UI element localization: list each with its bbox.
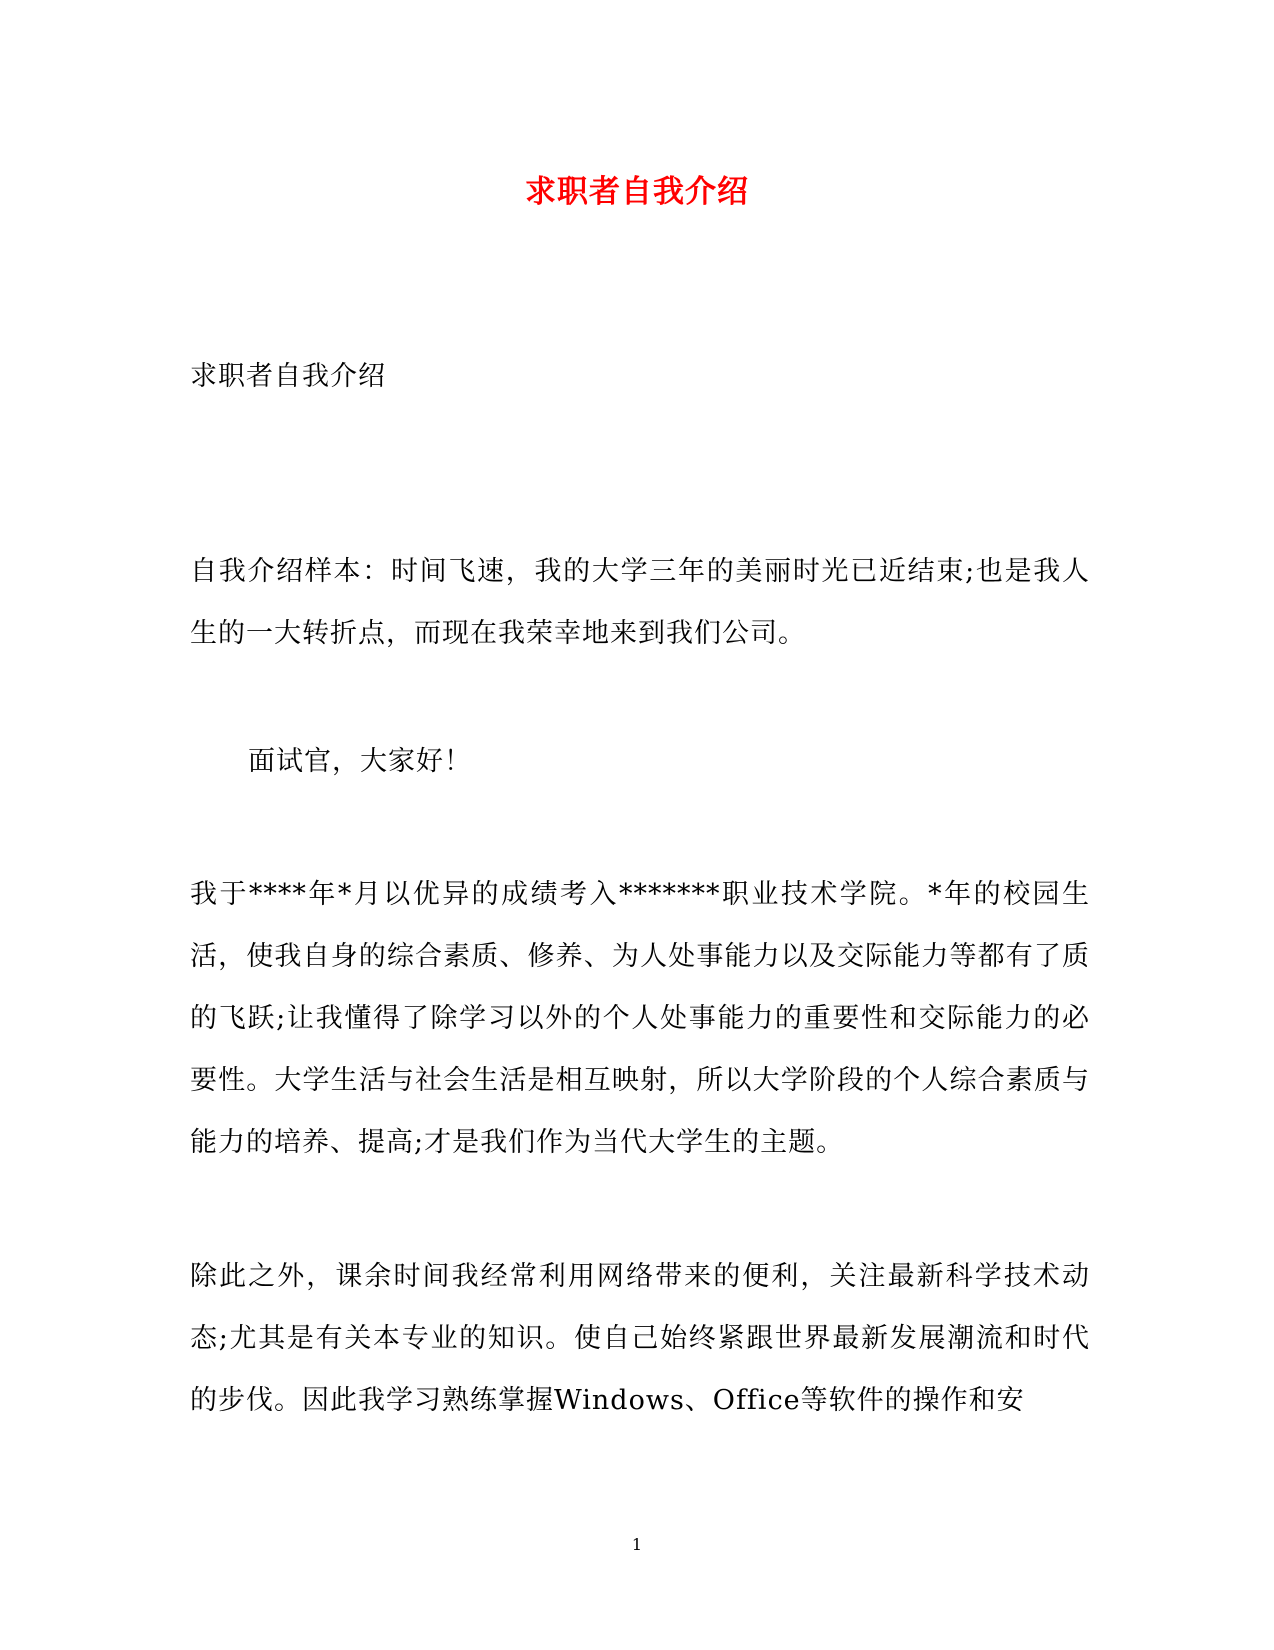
paragraph-heading: 求职者自我介绍: [190, 361, 386, 392]
paragraph-greeting: 面试官，大家好！: [248, 746, 472, 777]
page-number: 1: [631, 1535, 643, 1554]
paragraph-education: 我于****年*月以优异的成绩考入*******职业技术学院。*年的校园生活，使我自身的综合素质、修养、为人处事能力以及交际能力等都有了质的飞跃;让我懂得了除学习以外的个人处事能力的重要性和交际能力的必要性。大学生活与社会生活是相互映射，所以大学阶段的个人综合素质与能力的培养、提高;才是我们作为当代大学生的主题。: [190, 879, 1090, 1158]
paragraph-sample-intro: 自我介绍样本：时间飞速，我的大学三年的美丽时光已近结束;也是我人生的一大转折点，而现在我荣幸地来到我们公司。: [190, 556, 1090, 649]
paragraph-extracurricular: 除此之外，课余时间我经常利用网络带来的便利，关注最新科学技术动态;尤其是有关本专业的知识。使自己始终紧跟世界最新发展潮流和时代的步伐。因此我学习熟练掌握Windows、Office等软件的操作和安: [190, 1261, 1090, 1416]
document-title: 求职者自我介绍: [525, 174, 749, 210]
